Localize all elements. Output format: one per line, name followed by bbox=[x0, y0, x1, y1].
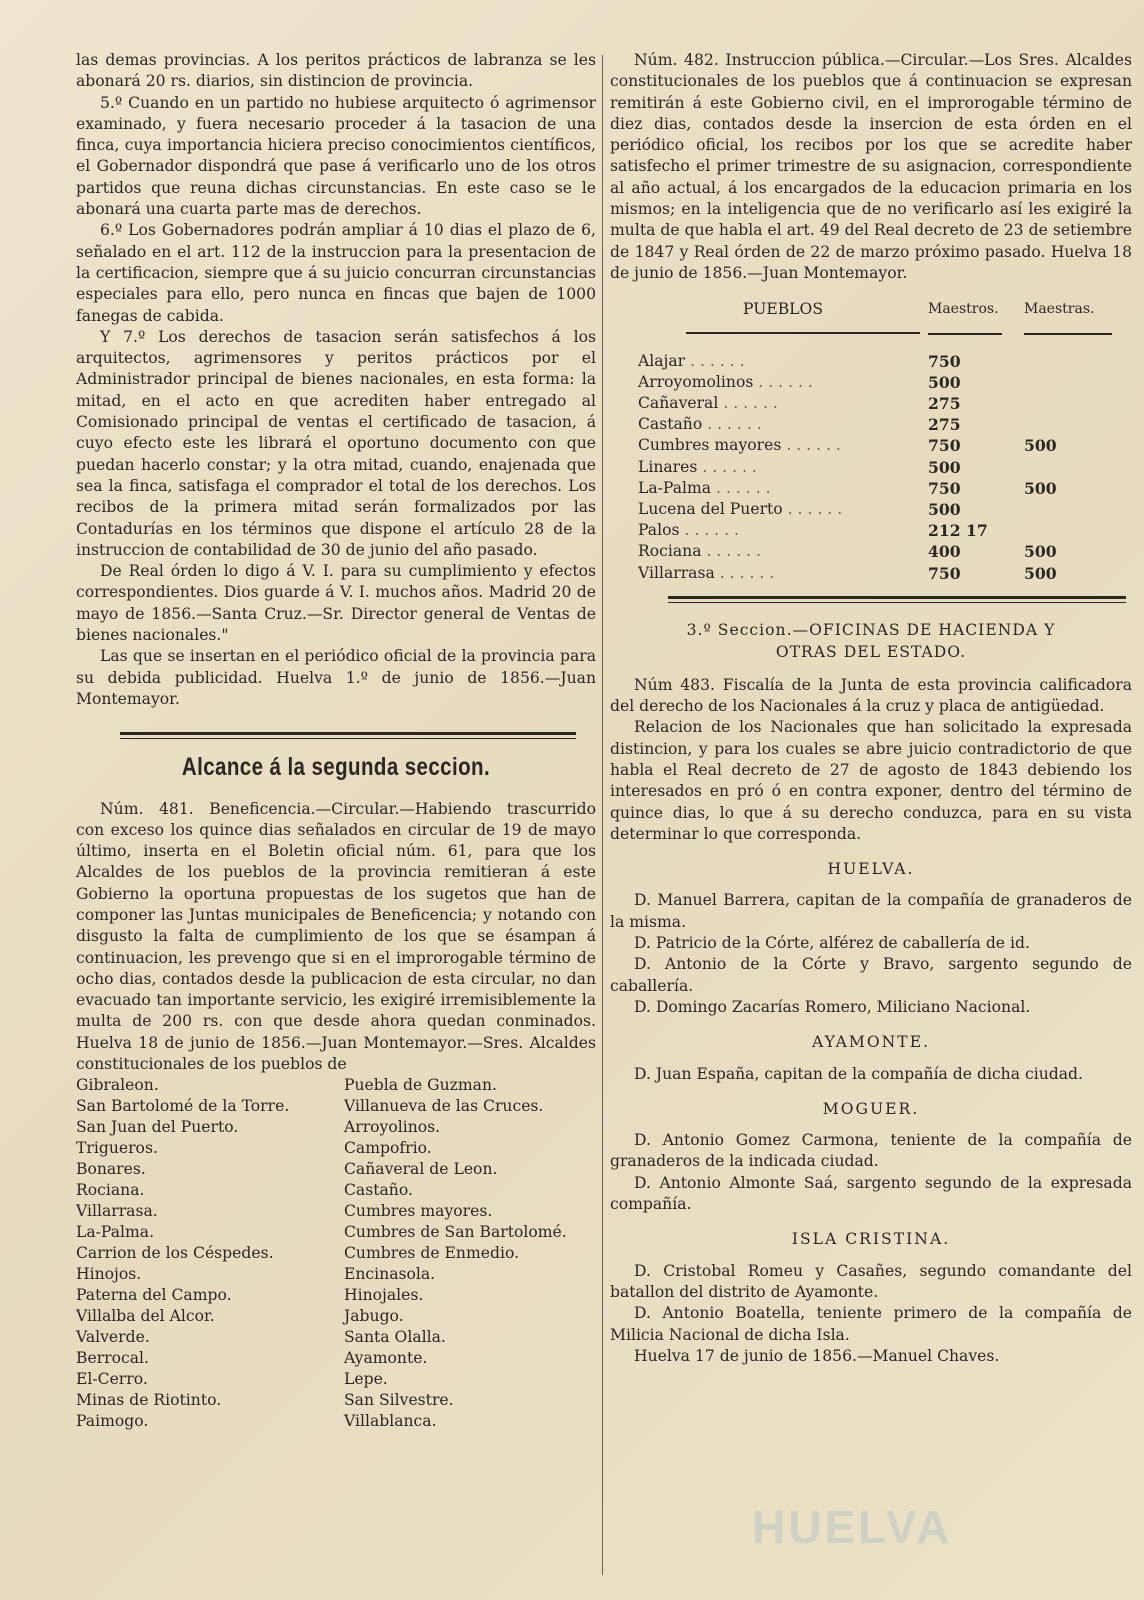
town-name: La-Palma. bbox=[76, 1223, 155, 1242]
section-heading: 3.º Seccion.—OFICINAS DE HACIENDA Y OTRAS DEL ESTADO. bbox=[686, 620, 1056, 661]
town-heading-isla-cristina: ISLA CRISTINA. bbox=[791, 1230, 951, 1249]
town-list-column-b bbox=[344, 1075, 596, 1432]
maestros-cell: 275 bbox=[928, 415, 961, 435]
section-rule bbox=[120, 732, 576, 739]
table-row bbox=[638, 351, 1112, 372]
town-name: Cañaveral de Leon. bbox=[344, 1160, 498, 1179]
town-name: Cumbres mayores. bbox=[344, 1202, 493, 1221]
pueblo-cell: Arroyomolinos . . . . . . bbox=[638, 372, 813, 391]
maestras-cell bbox=[1024, 499, 1112, 520]
paragraph: Relacion de los Nacionales que han solicitado la expresada distincion, y para los cuales se abre juicio contradictorio de que habla el Real decreto de 27 de agosto de 1843 debiendo los interesados en pró ó en contra exponer, dentro del término de quince dias, lo que á su derecho conduzca, para en su vista determinar lo que corresponda. bbox=[610, 718, 1132, 843]
maestros-cell: 212 17 bbox=[928, 521, 988, 541]
town-name: San Silvestre. bbox=[344, 1391, 454, 1410]
table-header-maestros: Maestros. bbox=[928, 298, 1024, 350]
maestras-cell: 500 bbox=[1024, 563, 1057, 583]
town-name: Ayamonte. bbox=[344, 1349, 428, 1368]
town-name: Berrocal. bbox=[76, 1349, 149, 1368]
signature-line: Huelva 17 de junio de 1856.—Manuel Chaves. bbox=[634, 1346, 1000, 1365]
paragraph: 6.º Los Gobernadores podrán ampliar á 10 dias el plazo de 6, señalado en el art. 112 de la instruccion para la presentacion de la certificacion, siempre que á su juicio concurran circunstancias especiales para ello, pero nunca en fincas que bajen de 1000 fanegas de cabida. bbox=[76, 221, 596, 325]
table-row bbox=[638, 435, 1112, 456]
pueblo-cell: Cumbres mayores . . . . . . bbox=[638, 436, 841, 455]
list-item: D. Patricio de la Córte, alférez de caballería de id. bbox=[634, 934, 1030, 953]
paragraph: Y 7.º Los derechos de tasacion serán satisfechos á los arquitectos, agrimensores y peritos prácticos por el Administrador principal de bienes nacionales, en esta forma: la mitad, en el acto en que acrediten haber entregado al Comisionado principal de ventas el certificado de tasacion, á cuyo efecto este les librará el oportuno documento con que puedan hacerlo constar; y la otra mitad, cuando, enajenada que sea la finca, satisfaga el comprador el total de los derechos. Los recibos de la primera mitad serán formalizados por las Contadurías en los términos que dispone el artículo 28 de la instruccion de contabilidad de 30 de junio del año pasado. bbox=[76, 327, 596, 559]
town-name: Jabugo. bbox=[344, 1307, 404, 1326]
town-name: Santa Olalla. bbox=[344, 1328, 446, 1347]
paragraph: las demas provincias. A los peritos prácticos de labranza se les abonará 20 rs. diarios, sin distincion de provincia. bbox=[76, 51, 596, 91]
town-list bbox=[76, 1075, 596, 1432]
pueblo-cell: Lucena del Puerto . . . . . . bbox=[638, 499, 843, 518]
town-name: San Bartolomé de la Torre. bbox=[76, 1097, 290, 1116]
town-name: Villarrasa. bbox=[76, 1202, 158, 1221]
circular-paragraph: Núm. 481. Beneficencia.—Circular.—Habiendo trascurrido con exceso los quince dias señalados en circular de 19 de mayo último, inserta en el Boletin oficial núm. 61, para que los Alcaldes de los pueblos de la provincia remitieran á este Gobierno la oportuna propuestas de los sugetos que han de componer las Juntas municipales de Beneficencia; y notando con disgusto la falta de cumplimiento de los que se ésampan á continuacion, les prevengo que si en el improrogable término de ocho dias, contados desde la publicacion de esta circular, no dan evacuado tan importante servicio, les exigiré irremisiblemente la multa de 200 rs. con que desde ahora quedan conminados. Huelva 18 de junio de 1856.—Juan Montemayor.—Sres. Alcaldes constitucionales de los pueblos de bbox=[76, 799, 596, 1074]
town-name: Carrion de los Céspedes. bbox=[76, 1244, 274, 1263]
town-name: Minas de Riotinto. bbox=[76, 1391, 222, 1410]
maestros-cell: 275 bbox=[928, 393, 961, 413]
maestros-cell: 500 bbox=[928, 457, 961, 477]
town-name: Lepe. bbox=[344, 1370, 388, 1389]
paragraph: 5.º Cuando en un partido no hubiese arquitecto ó agrimensor examinado, y fuera necesario proceder á la tasacion de una finca, cuya importancia hiciera preciso conocimientos científicos, el Gobernador dispondrá que pase á verificarlo uno de los otros partidos que reuna dichas circunstancias. En este caso se le abonará una cuarta parte mas de derechos. bbox=[76, 93, 596, 219]
watermark-logo: HUELVA bbox=[752, 1501, 953, 1553]
town-name: El-Cerro. bbox=[76, 1370, 148, 1389]
table-row bbox=[638, 541, 1112, 562]
town-name: Hinojos. bbox=[76, 1265, 142, 1284]
list-item: D. Antonio Boatella, teniente primero de la compañía de Milicia Nacional de dicha Isla. bbox=[610, 1304, 1132, 1344]
town-name: Hinojales. bbox=[344, 1286, 424, 1305]
town-name: Encinasola. bbox=[344, 1265, 436, 1284]
town-list-column-a bbox=[76, 1075, 344, 1432]
maestras-cell bbox=[1024, 520, 1112, 541]
town-name: Valverde. bbox=[76, 1328, 150, 1347]
town-name: Castaño. bbox=[344, 1181, 413, 1200]
table-header-maestras: Maestras. bbox=[1024, 298, 1112, 350]
pueblo-cell: Villarrasa . . . . . . bbox=[638, 563, 775, 582]
maestros-cell: 500 bbox=[928, 372, 961, 392]
paragraph: De Real órden lo digo á V. I. para su cumplimiento y efectos correspondientes. Dios guarde á V. I. muchos años. Madrid 20 de mayo de 1856.—Santa Cruz.—Sr. Director general de Ventas de bienes nacionales." bbox=[76, 562, 596, 645]
table-row bbox=[638, 499, 1112, 520]
table-header-pueblos: PUEBLOS bbox=[638, 298, 928, 350]
section-rule bbox=[668, 596, 1126, 603]
maestras-cell bbox=[1024, 351, 1112, 372]
right-column bbox=[610, 50, 1132, 1367]
maestros-cell: 750 bbox=[928, 351, 961, 371]
town-heading-moguer: MOGUER. bbox=[822, 1099, 920, 1118]
maestras-cell bbox=[1024, 393, 1112, 414]
table-row bbox=[638, 414, 1112, 435]
pueblo-cell: Alajar . . . . . . bbox=[638, 351, 745, 370]
pueblo-cell: Castaño . . . . . . bbox=[638, 415, 762, 434]
town-name: Rociana. bbox=[76, 1181, 145, 1200]
town-name: Bonares. bbox=[76, 1160, 146, 1179]
maestras-cell bbox=[1024, 457, 1112, 478]
maestras-cell: 500 bbox=[1024, 436, 1057, 456]
payment-table bbox=[638, 298, 1112, 584]
maestros-cell: 500 bbox=[928, 499, 961, 519]
column-divider bbox=[602, 55, 603, 1575]
left-column bbox=[76, 50, 596, 1432]
maestros-cell: 750 bbox=[928, 563, 961, 583]
town-heading-huelva: HUELVA. bbox=[827, 860, 915, 879]
list-item: D. Antonio Gomez Carmona, teniente de la compañía de granaderos de la indicada ciudad. bbox=[610, 1131, 1132, 1171]
town-name: Paimogo. bbox=[76, 1412, 149, 1431]
pueblo-cell: Palos . . . . . . bbox=[638, 521, 739, 540]
list-item: D. Antonio Almonte Saá, sargento segundo de la expresada compañía. bbox=[610, 1173, 1132, 1214]
list-item: D. Antonio de la Córte y Bravo, sargento segundo de caballería. bbox=[610, 955, 1132, 995]
maestros-cell: 750 bbox=[928, 478, 961, 498]
pueblo-cell: Cañaveral . . . . . . bbox=[638, 393, 778, 412]
list-item: D. Juan España, capitan de la compañía de dicha ciudad. bbox=[634, 1064, 1083, 1083]
town-heading-ayamonte: AYAMONTE. bbox=[811, 1033, 931, 1052]
list-item: D. Domingo Zacarías Romero, Miliciano Nacional. bbox=[634, 997, 1031, 1016]
maestras-cell bbox=[1024, 372, 1112, 393]
pueblo-cell: Linares . . . . . . bbox=[638, 457, 757, 476]
pueblo-cell: Rociana . . . . . . bbox=[638, 542, 761, 561]
maestras-cell: 500 bbox=[1024, 542, 1057, 562]
table-row bbox=[638, 478, 1112, 499]
town-name: Trigueros. bbox=[76, 1139, 158, 1158]
table-row bbox=[638, 393, 1112, 414]
maestros-cell: 400 bbox=[928, 542, 961, 562]
table-row bbox=[638, 372, 1112, 393]
table-row bbox=[638, 563, 1112, 584]
town-name: Paterna del Campo. bbox=[76, 1286, 232, 1305]
list-item: D. Cristobal Romeu y Casañes, segundo comandante del batallon del distrito de Ayamonte. bbox=[610, 1261, 1132, 1301]
town-name: Villablanca. bbox=[344, 1412, 437, 1431]
list-item: D. Manuel Barrera, capitan de la compañía de granaderos de la misma. bbox=[610, 891, 1132, 931]
maestras-cell: 500 bbox=[1024, 478, 1057, 498]
town-name: Villanueva de las Cruces. bbox=[344, 1097, 544, 1116]
town-name: Cumbres de San Bartolomé. bbox=[344, 1223, 567, 1242]
maestras-cell bbox=[1024, 414, 1112, 435]
town-name: Gibraleon. bbox=[76, 1076, 159, 1095]
circular-paragraph: Núm. 482. Instruccion pública.—Circular.—Los Sres. Alcaldes constitucionales de los pueblos que á continuacion se expresan remitirán á este Gobierno civil, en el improrogable término de diez dias, contados desde la insercion de esta órden en el periódico oficial, los recibos por los que se acredite haber satisfecho el primer trimestre de su asignacion, correspondiente al año actual, á los encargados de la educacion primaria en los mismos; en la inteligencia que de no verificarlo así les exigiré la multa de que habla el art. 49 del Real decreto de 23 de setiembre de 1847 y Real órden de 22 de marzo próximo pasado. Huelva 18 de junio de 1856.—Juan Montemayor. bbox=[610, 51, 1132, 282]
town-name: Puebla de Guzman. bbox=[344, 1076, 497, 1095]
signature-paragraph: Las que se insertan en el periódico oficial de la provincia para su debida publicidad. Huelva 1.º de junio de 1856.—Juan Montemayor. bbox=[76, 647, 596, 708]
table-row bbox=[638, 520, 1112, 541]
town-name: Arroyolinos. bbox=[344, 1118, 441, 1137]
town-name: Villalba del Alcor. bbox=[76, 1307, 215, 1326]
town-name: San Juan del Puerto. bbox=[76, 1118, 239, 1137]
maestros-cell: 750 bbox=[928, 436, 961, 456]
paragraph: Núm 483. Fiscalía de la Junta de esta provincia calificadora del derecho de los Nacionales á la cruz y placa de antigüedad. bbox=[610, 675, 1132, 716]
pueblo-cell: La-Palma . . . . . . bbox=[638, 478, 771, 497]
town-name: Campofrio. bbox=[344, 1139, 432, 1158]
table-row bbox=[638, 457, 1112, 478]
town-name: Cumbres de Enmedio. bbox=[344, 1244, 520, 1263]
section-title: Alcance á la segunda seccion. bbox=[181, 753, 491, 782]
